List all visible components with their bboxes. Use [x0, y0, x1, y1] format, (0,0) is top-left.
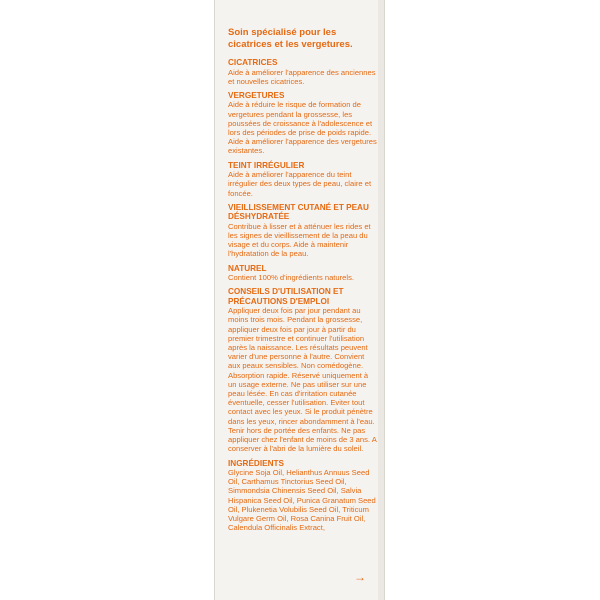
section-body: Aide à réduire le risque de formation de vergetures pendant la grossesse, les poussées de croissance à l'adolescence et lors des périodes de prise de poids rapide. Aide à améliorer l'apparence des vergetures existantes. — [228, 100, 377, 156]
section-body: Aide à améliorer l'apparence des anciennes et nouvelles cicatrices. — [228, 67, 376, 86]
box-side-shading — [378, 0, 384, 600]
section-title: TEINT IRRÉGULIER — [228, 160, 305, 170]
section-body: Contribue à lisser et à atténuer les rides et les signes de vieillissement de la peau du visage et du corps. Aide à maintenir l'hydratation de la peau. — [228, 221, 371, 259]
section-body: Glycine Soja Oil, Helianthus Annuus Seed Oil, Carthamus Tinctorius Seed Oil, Simmondsia Chinensis Seed Oil, Salvia Hispanica Seed Oil, Punica Granatum Seed Oil, Plukenetia Volubilis Seed Oil, Triticum Vulgare Germ Oil, Rosa Canina Fruit Oil, Calendula Officinalis Extract, — [228, 468, 376, 533]
label-content — [228, 58, 378, 537]
product-headline: Soin spécialisé pour les cicatrices et les vergetures. — [228, 27, 353, 50]
section-body: Contient 100% d'ingrédients naturels. — [228, 273, 354, 283]
section-title: CONSEILS D'UTILISATION ET PRÉCAUTIONS D'EMPLOI — [228, 287, 344, 306]
section-vergetures — [228, 91, 378, 156]
section-title: VERGETURES — [228, 90, 285, 100]
section-title: INGRÉDIENTS — [228, 458, 284, 468]
section-title: NATUREL — [228, 263, 267, 273]
section-vieillissement — [228, 203, 378, 259]
section-naturel — [228, 264, 378, 283]
section-ingredients — [228, 459, 378, 533]
section-body: Aide à améliorer l'apparence du teint irrégulier des deux types de peau, claire et foncée. — [228, 170, 372, 198]
section-teint-irregulier — [228, 161, 378, 198]
section-title: CICATRICES — [228, 58, 278, 67]
continue-arrow-icon: → — [354, 570, 366, 584]
section-body: Appliquer deux fois par jour pendant au moins trois mois. Pendant la grossesse, appliquer deux fois par jour à partir du premier trimestre et continuer l'utilisation après la naissance. Les résultats peuvent varier d'une personne à l'autre. Convient aux peaux sensibles. Non comédogène. Absorption rapide. Réservé uniquement à un usage externe. Ne pas utiliser sur une peau lésée. En cas d'irritation cutanée éventuelle, cesser l'utilisation. Eviter tout contact avec les yeux. Si le produit pénètre dans les yeux, rincer abondamment à l'eau. Tenir hors de portée des enfants. Ne pas appliquer chez l'enfant de moins de 3 ans. A conserver à l'abri de la lumière du soleil. — [228, 306, 377, 454]
section-title: VIEILLISSEMENT CUTANÉ ET PEAU DÉSHYDRATÉE — [228, 202, 369, 222]
section-conseils — [228, 287, 378, 453]
section-cicatrices — [228, 58, 378, 86]
